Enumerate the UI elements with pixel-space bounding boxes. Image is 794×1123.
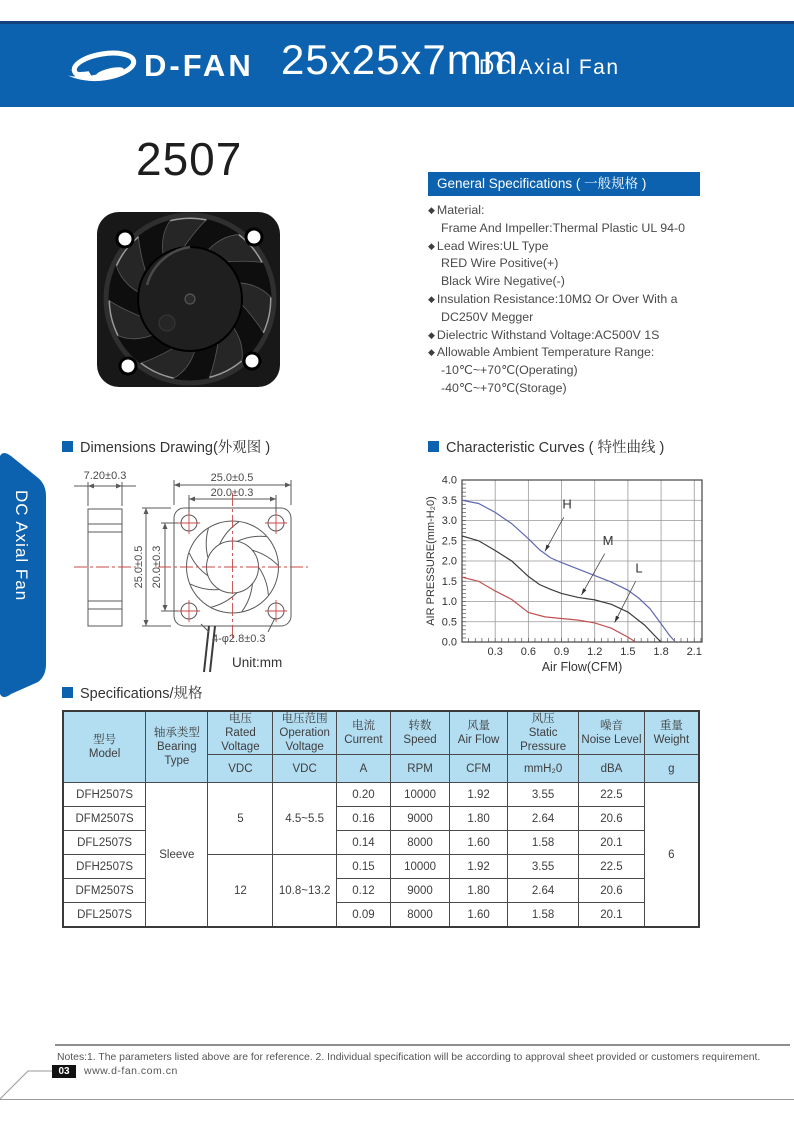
spec-line: Black Wire Negative(-) bbox=[441, 274, 565, 289]
unit-vdc: VDC bbox=[208, 755, 273, 783]
section-curves: Characteristic Curves ( 特性曲线 ) bbox=[428, 436, 664, 457]
svg-text:1.5: 1.5 bbox=[620, 646, 636, 658]
table-row: DFM2507S 0.16 9000 1.80 2.64 20.6 bbox=[63, 807, 699, 831]
model-number: 2507 bbox=[136, 133, 243, 185]
diamond-bullet-icon: ◆ bbox=[428, 347, 435, 358]
unit-vdc2: VDC bbox=[273, 755, 337, 783]
svg-text:2.5: 2.5 bbox=[441, 535, 457, 548]
header-bar bbox=[0, 21, 794, 107]
col-noise: 噪音 Noise Level bbox=[579, 711, 645, 755]
specifications-table bbox=[62, 710, 700, 928]
spec-line: ◆ Material: bbox=[428, 203, 485, 217]
table-row: DFM2507S 0.12 9000 1.80 2.64 20.6 bbox=[63, 879, 699, 903]
svg-text:1.8: 1.8 bbox=[653, 646, 669, 658]
col-airflow: 风量 Air Flow bbox=[450, 711, 508, 755]
product-type: DC Axial Fan bbox=[479, 56, 620, 79]
page-number-badge: 03 bbox=[52, 1065, 76, 1078]
svg-text:1.0: 1.0 bbox=[441, 596, 457, 608]
col-bearing: 轴承类型 Bearing Type bbox=[146, 711, 208, 783]
spec-line: ◆ Dielectric Withstand Voltage:AC500V 1S bbox=[428, 327, 660, 342]
curve-label-l: L bbox=[635, 560, 643, 576]
unit-g: g bbox=[644, 755, 699, 783]
col-speed: 转数 Speed bbox=[390, 711, 449, 755]
dimensions-drawing bbox=[62, 466, 412, 676]
col-operation-voltage: 电压范围 Operation Voltage bbox=[273, 711, 337, 755]
characteristic-chart bbox=[424, 466, 724, 678]
unit-rpm: RPM bbox=[390, 755, 449, 783]
col-rated-voltage: 电压 Rated Voltage bbox=[208, 711, 273, 755]
fan-product-photo bbox=[95, 205, 285, 391]
footer-notes: Notes:1. The parameters listed above are for reference. 2. Individual specification will be according to approval sheet provided or customers requirement. bbox=[57, 1052, 761, 1063]
svg-text:3.0: 3.0 bbox=[441, 515, 457, 527]
col-model: 型号 Model bbox=[63, 711, 146, 783]
svg-text:0.9: 0.9 bbox=[553, 646, 570, 658]
blue-square-bullet-icon bbox=[62, 441, 73, 452]
unit-mmh2o: mmH₂0 bbox=[508, 755, 579, 783]
svg-text:0.6: 0.6 bbox=[520, 646, 537, 658]
table-row: DFH2507S Sleeve 5 4.5~5.5 0.20 10000 1.92 3.55 22.5 6 bbox=[63, 783, 699, 807]
diamond-bullet-icon: ◆ bbox=[428, 205, 435, 215]
website-url: www.d-fan.com.cn bbox=[84, 1065, 178, 1077]
general-specs-header: General Specifications ( 一般规格 ) bbox=[428, 172, 700, 196]
bottom-rule bbox=[0, 1099, 794, 1100]
spec-line: ◆ Insulation Resistance:10MΩ Or Over With a bbox=[428, 291, 678, 306]
curve-label-h: H bbox=[562, 496, 572, 512]
svg-text:0.3: 0.3 bbox=[487, 646, 503, 658]
y-axis-title: AIR PRESSURE(mm-H₂0) bbox=[425, 496, 437, 626]
svg-text:3.5: 3.5 bbox=[441, 494, 457, 507]
svg-text:2.0: 2.0 bbox=[441, 555, 457, 568]
dim-side-width: 7.20±0.3 bbox=[83, 470, 127, 482]
table-row: DFL2507S 0.14 8000 1.60 1.58 20.1 bbox=[63, 831, 699, 855]
unit-dba: dBA bbox=[579, 755, 645, 783]
dim-outer-v: 25.0±0.5 bbox=[133, 545, 145, 589]
spec-line: ◆ Lead Wires:UL Type bbox=[428, 238, 549, 253]
bearing-cell: Sleeve bbox=[146, 783, 208, 928]
section-specifications: Specifications/规格 bbox=[62, 682, 203, 703]
diamond-bullet-icon: ◆ bbox=[428, 240, 435, 251]
weight-cell: 6 bbox=[644, 783, 699, 928]
blue-square-bullet-icon bbox=[62, 687, 73, 698]
dim-hole-label: 4-φ2.8±0.3 bbox=[212, 633, 266, 645]
spec-line: RED Wire Positive(+) bbox=[441, 256, 559, 271]
table-row: DFL2507S 0.09 8000 1.60 1.58 20.1 bbox=[63, 903, 699, 928]
side-tab bbox=[0, 452, 46, 698]
dim-pitch-h: 20.0±0.3 bbox=[210, 487, 254, 499]
curve-label-m: M bbox=[602, 532, 614, 548]
col-current: 电流 Current bbox=[336, 711, 390, 755]
col-pressure: 风压 Static Pressure bbox=[508, 711, 579, 755]
diamond-bullet-icon: ◆ bbox=[428, 329, 435, 340]
unit-a: A bbox=[336, 755, 390, 783]
table-row: DFH2507S 12 10.8~13.2 0.15 10000 1.92 3.55 22.5 bbox=[63, 855, 699, 879]
spec-line: DC250V Megger bbox=[441, 309, 534, 324]
gs-list bbox=[428, 202, 768, 398]
svg-text:1.5: 1.5 bbox=[441, 575, 457, 588]
spec-line: ◆ Allowable Ambient Temperature Range: bbox=[428, 345, 655, 360]
svg-text:2.1: 2.1 bbox=[686, 646, 702, 658]
diamond-bullet-icon: ◆ bbox=[428, 293, 435, 304]
col-weight: 重量 Weight bbox=[644, 711, 699, 755]
footer-divider bbox=[55, 1044, 790, 1046]
svg-text:0.5: 0.5 bbox=[441, 616, 457, 629]
dim-pitch-v: 20.0±0.3 bbox=[151, 545, 163, 589]
spec-line: -40℃~+70℃(Storage) bbox=[441, 380, 567, 395]
spec-line: -10℃~+70℃(Operating) bbox=[441, 363, 578, 378]
brand-name: D-FAN bbox=[144, 48, 254, 83]
spec-line: Frame And Impeller:Thermal Plastic UL 94-0 bbox=[441, 220, 686, 235]
blue-square-bullet-icon bbox=[428, 441, 439, 452]
dim-outer-h: 25.0±0.5 bbox=[210, 472, 254, 484]
unit-cfm: CFM bbox=[450, 755, 508, 783]
unit-label: Unit:mm bbox=[232, 655, 283, 670]
side-tab-label: DC Axial Fan bbox=[12, 490, 31, 602]
svg-text:0.0: 0.0 bbox=[441, 636, 457, 649]
x-axis-title: Air Flow(CFM) bbox=[541, 660, 623, 674]
svg-text:1.2: 1.2 bbox=[587, 646, 603, 658]
dfan-logo-icon bbox=[66, 42, 140, 88]
section-dimensions: Dimensions Drawing(外观图 ) bbox=[62, 436, 270, 457]
page-title: 25x25x7mm bbox=[281, 36, 519, 83]
svg-text:4.0: 4.0 bbox=[441, 474, 457, 487]
